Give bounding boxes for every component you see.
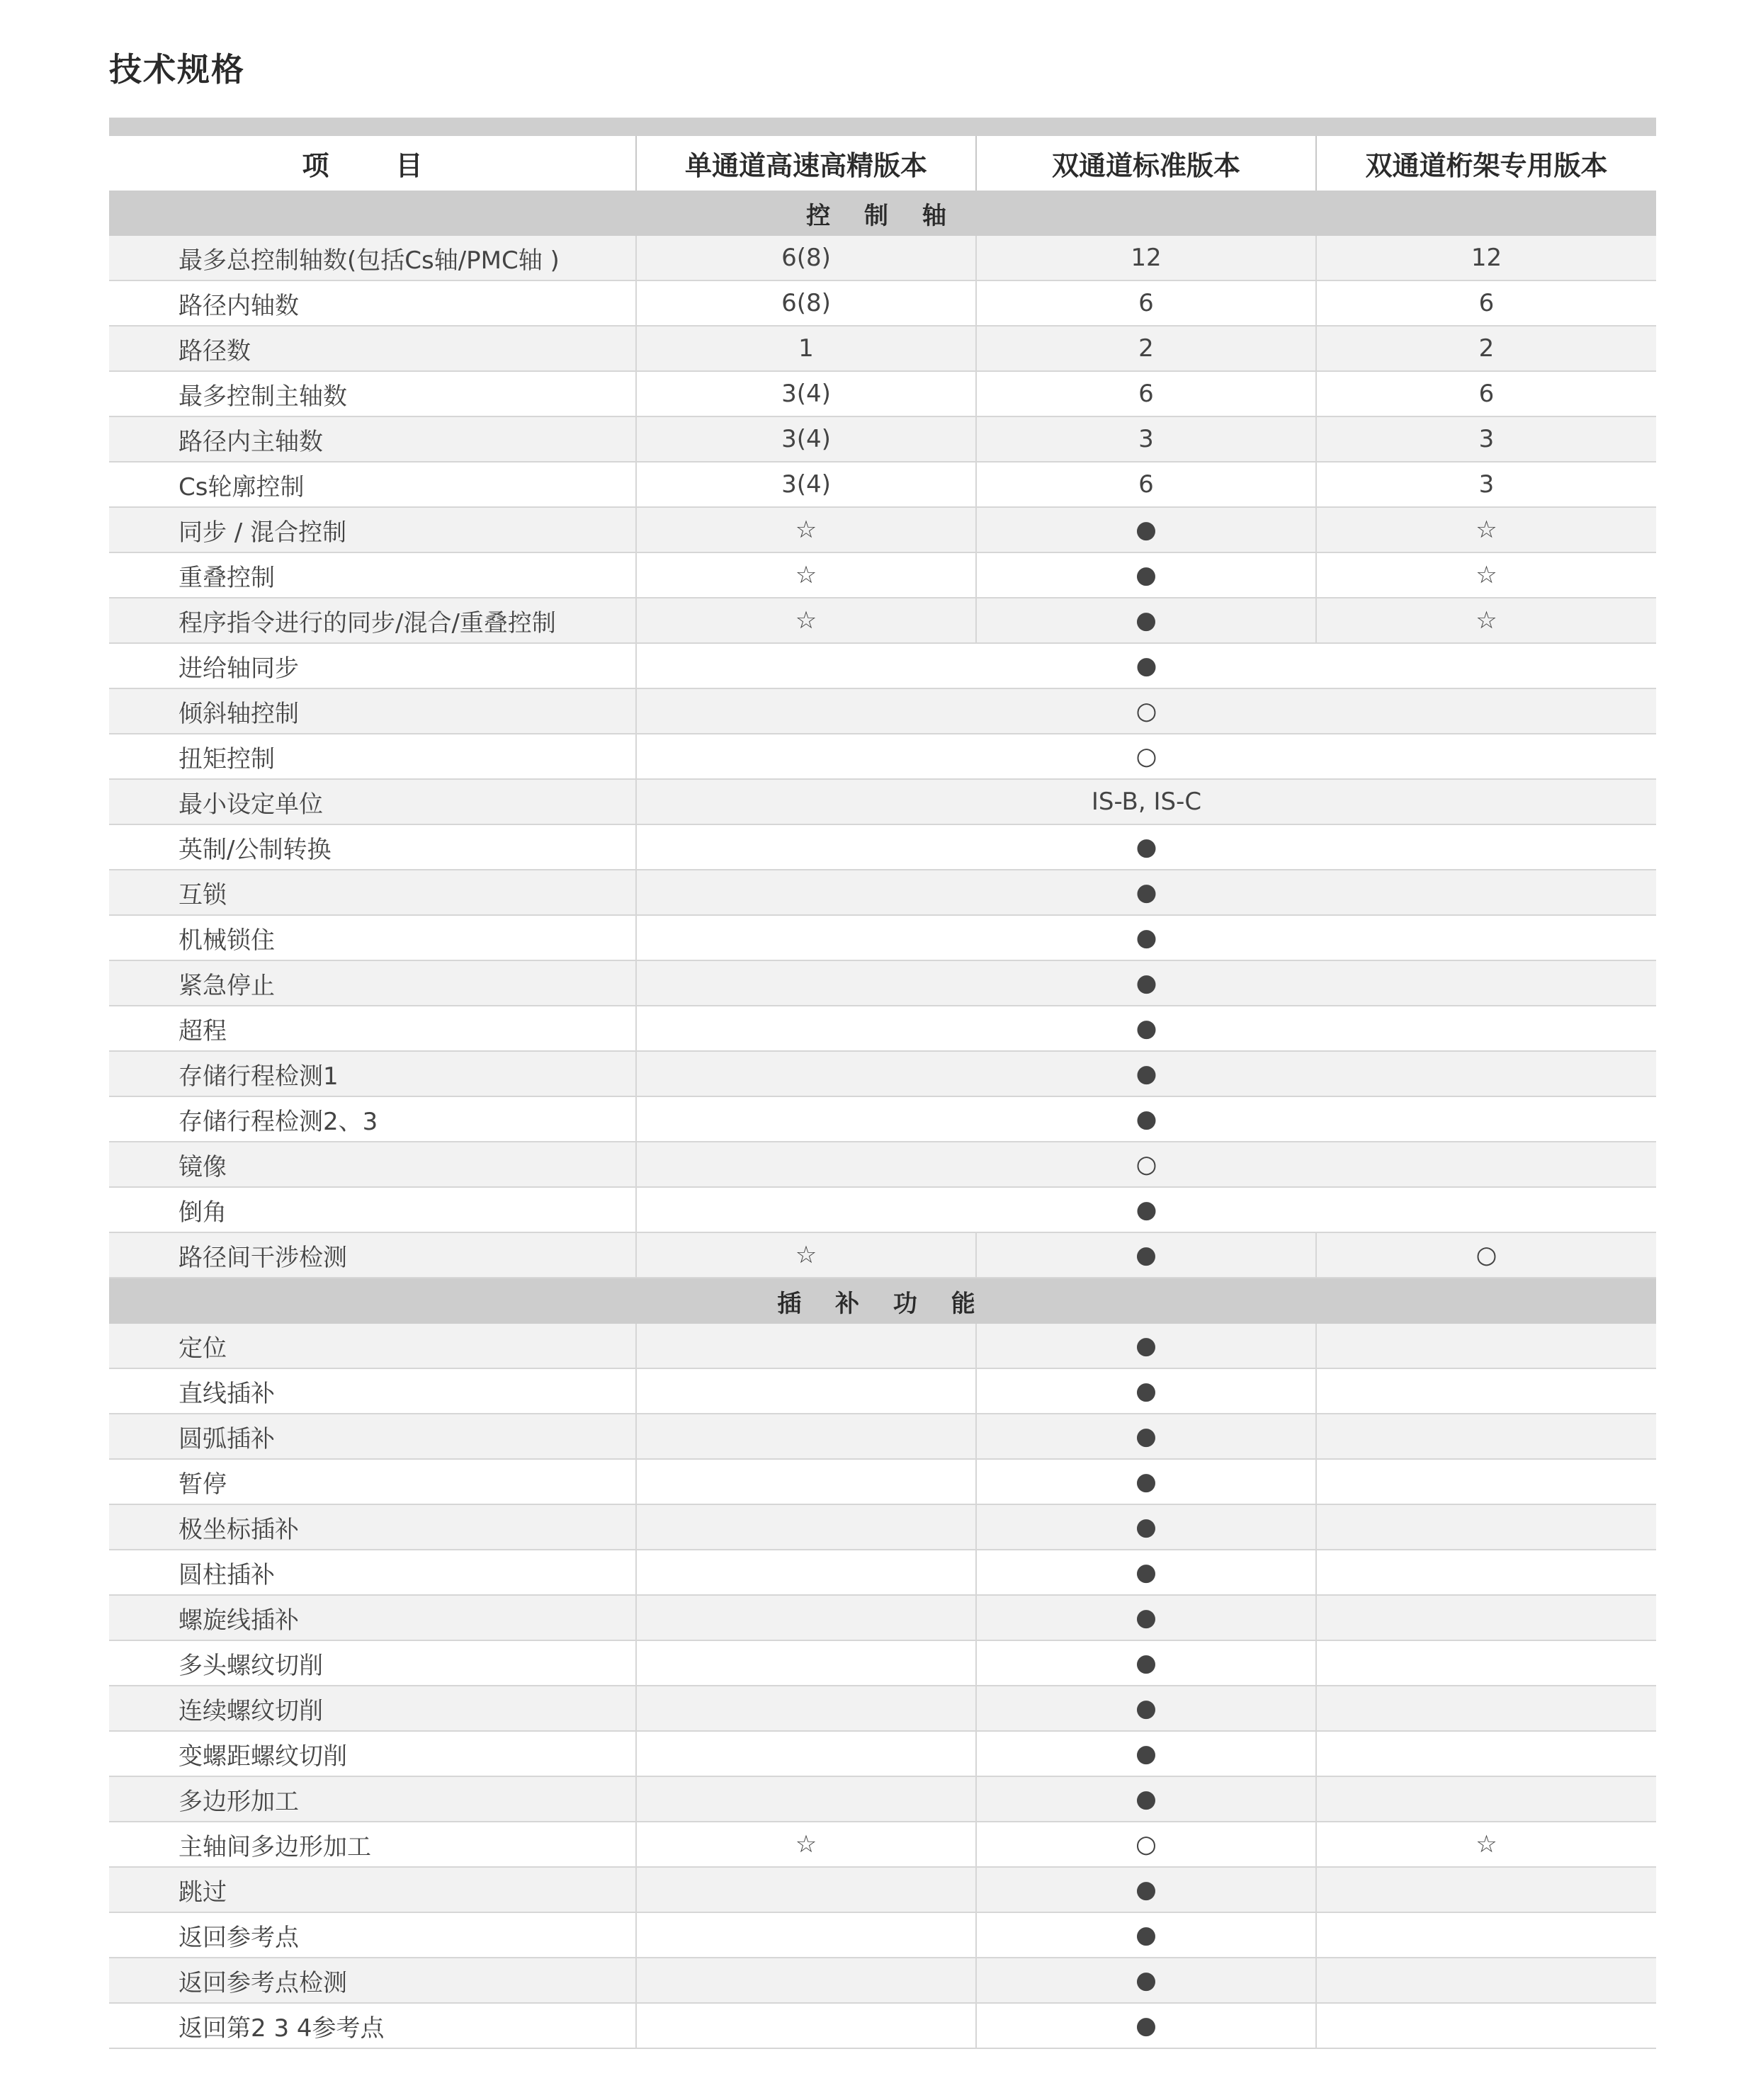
row-value-dual-gantry: 6 bbox=[1316, 371, 1656, 416]
row-label: Cs轮廓控制 bbox=[109, 462, 636, 507]
row-label: 最小设定单位 bbox=[109, 779, 636, 824]
row-value-dual-standard: ● bbox=[976, 1324, 1316, 1368]
row-value-dual-standard: ● bbox=[976, 1414, 1316, 1459]
row-label: 返回参考点检测 bbox=[109, 1958, 636, 2003]
row-label: 圆弧插补 bbox=[109, 1414, 636, 1459]
table-row bbox=[109, 824, 1656, 870]
row-label: 倾斜轴控制 bbox=[109, 688, 636, 734]
table-row bbox=[109, 1504, 1656, 1550]
row-value-dual-gantry bbox=[1316, 1368, 1656, 1414]
table-row bbox=[109, 1731, 1656, 1776]
row-label: 镜像 bbox=[109, 1142, 636, 1187]
row-label: 跳过 bbox=[109, 1867, 636, 1912]
row-label: 极坐标插补 bbox=[109, 1504, 636, 1550]
table-row bbox=[109, 598, 1656, 643]
row-value-dual-standard: ● bbox=[976, 1459, 1316, 1504]
row-value-dual-gantry: ☆ bbox=[1316, 552, 1656, 598]
row-value-dual-gantry: 6 bbox=[1316, 280, 1656, 326]
row-value-single-channel bbox=[636, 1867, 976, 1912]
row-value-dual-gantry bbox=[1316, 1867, 1656, 1912]
table-row bbox=[109, 416, 1656, 462]
row-label: 路径间干涉检测 bbox=[109, 1232, 636, 1278]
table-row bbox=[109, 960, 1656, 1006]
table-row bbox=[109, 1686, 1656, 1731]
row-value-single-channel bbox=[636, 1912, 976, 1958]
table-row bbox=[109, 280, 1656, 326]
row-label: 存储行程检测1 bbox=[109, 1051, 636, 1096]
row-value-dual-standard: 3 bbox=[976, 416, 1316, 462]
row-value-dual-standard: 6 bbox=[976, 280, 1316, 326]
row-value-single-channel: ☆ bbox=[636, 1232, 976, 1278]
row-value-dual-standard: ● bbox=[976, 1912, 1316, 1958]
row-value-dual-standard: ● bbox=[976, 552, 1316, 598]
row-label: 多头螺纹切削 bbox=[109, 1640, 636, 1686]
section-header bbox=[109, 191, 1656, 236]
row-value-dual-standard: ● bbox=[976, 507, 1316, 552]
row-value-all-versions: ● bbox=[636, 870, 1656, 915]
row-value-single-channel bbox=[636, 1686, 976, 1731]
row-value-dual-gantry bbox=[1316, 1504, 1656, 1550]
row-label: 超程 bbox=[109, 1006, 636, 1051]
table-row bbox=[109, 1414, 1656, 1459]
table-row bbox=[109, 2003, 1656, 2048]
row-label: 同步 / 混合控制 bbox=[109, 507, 636, 552]
row-value-dual-standard: ● bbox=[976, 1686, 1316, 1731]
row-label: 返回参考点 bbox=[109, 1912, 636, 1958]
row-value-dual-gantry bbox=[1316, 1324, 1656, 1368]
row-value-dual-standard: ● bbox=[976, 1958, 1316, 2003]
section-title: 控 制 轴 bbox=[109, 191, 1656, 236]
header-item: 项 目 bbox=[109, 136, 636, 191]
row-label: 圆柱插补 bbox=[109, 1550, 636, 1595]
table-row bbox=[109, 688, 1656, 734]
row-value-dual-standard: ● bbox=[976, 1550, 1316, 1595]
row-value-single-channel bbox=[636, 1504, 976, 1550]
row-value-dual-standard: ● bbox=[976, 1867, 1316, 1912]
row-value-all-versions: ● bbox=[636, 1006, 1656, 1051]
row-label: 扭矩控制 bbox=[109, 734, 636, 779]
row-value-all-versions: ● bbox=[636, 1051, 1656, 1096]
row-label: 英制/公制转换 bbox=[109, 824, 636, 870]
row-value-all-versions: ● bbox=[636, 1096, 1656, 1142]
row-value-single-channel: 1 bbox=[636, 326, 976, 371]
row-value-single-channel: 3(4) bbox=[636, 462, 976, 507]
table-row bbox=[109, 1142, 1656, 1187]
row-label: 返回第2 3 4参考点 bbox=[109, 2003, 636, 2048]
row-value-dual-gantry bbox=[1316, 2003, 1656, 2048]
row-value-dual-gantry bbox=[1316, 1731, 1656, 1776]
table-row bbox=[109, 1776, 1656, 1822]
row-value-dual-gantry: ○ bbox=[1316, 1232, 1656, 1278]
row-value-dual-standard: ● bbox=[976, 1731, 1316, 1776]
row-value-all-versions: ● bbox=[636, 960, 1656, 1006]
row-value-dual-gantry bbox=[1316, 1459, 1656, 1504]
row-label: 互锁 bbox=[109, 870, 636, 915]
row-label: 路径数 bbox=[109, 326, 636, 371]
table-row bbox=[109, 462, 1656, 507]
table-row bbox=[109, 779, 1656, 824]
row-label: 机械锁住 bbox=[109, 915, 636, 960]
table-row bbox=[109, 236, 1656, 280]
row-value-single-channel: ☆ bbox=[636, 598, 976, 643]
row-value-all-versions: ● bbox=[636, 915, 1656, 960]
row-value-all-versions: ○ bbox=[636, 734, 1656, 779]
row-value-all-versions: IS-B, IS-C bbox=[636, 779, 1656, 824]
table-row bbox=[109, 326, 1656, 371]
header-top-bar bbox=[109, 118, 1656, 136]
table-row bbox=[109, 507, 1656, 552]
row-value-dual-standard: ● bbox=[976, 1232, 1316, 1278]
row-value-dual-standard: ● bbox=[976, 1368, 1316, 1414]
row-label: 倒角 bbox=[109, 1187, 636, 1232]
row-value-all-versions: ● bbox=[636, 1187, 1656, 1232]
row-value-single-channel bbox=[636, 1459, 976, 1504]
row-label: 紧急停止 bbox=[109, 960, 636, 1006]
row-value-dual-standard: ● bbox=[976, 1776, 1316, 1822]
row-label: 进给轴同步 bbox=[109, 643, 636, 688]
table-row bbox=[109, 643, 1656, 688]
row-label: 重叠控制 bbox=[109, 552, 636, 598]
row-value-single-channel bbox=[636, 1324, 976, 1368]
row-value-single-channel: 6(8) bbox=[636, 280, 976, 326]
row-value-dual-gantry: ☆ bbox=[1316, 507, 1656, 552]
row-value-single-channel bbox=[636, 1731, 976, 1776]
row-label: 变螺距螺纹切削 bbox=[109, 1731, 636, 1776]
row-value-single-channel bbox=[636, 1776, 976, 1822]
row-value-dual-standard: ○ bbox=[976, 1822, 1316, 1867]
section-header bbox=[109, 1278, 1656, 1324]
row-value-single-channel bbox=[636, 1595, 976, 1640]
row-label: 连续螺纹切削 bbox=[109, 1686, 636, 1731]
row-value-single-channel: ☆ bbox=[636, 552, 976, 598]
row-label: 主轴间多边形加工 bbox=[109, 1822, 636, 1867]
row-value-dual-gantry bbox=[1316, 1640, 1656, 1686]
table-row bbox=[109, 1912, 1656, 1958]
table-row bbox=[109, 1324, 1656, 1368]
row-label: 程序指令进行的同步/混合/重叠控制 bbox=[109, 598, 636, 643]
row-label: 螺旋线插补 bbox=[109, 1595, 636, 1640]
row-value-dual-gantry: 3 bbox=[1316, 462, 1656, 507]
row-value-dual-gantry: ☆ bbox=[1316, 1822, 1656, 1867]
table-row bbox=[109, 1459, 1656, 1504]
table-row bbox=[109, 734, 1656, 779]
row-value-single-channel bbox=[636, 1368, 976, 1414]
header-single-channel-high-speed: 单通道高速高精版本 bbox=[636, 136, 976, 191]
row-value-dual-gantry bbox=[1316, 1414, 1656, 1459]
row-value-single-channel: 6(8) bbox=[636, 236, 976, 280]
table-row bbox=[109, 1051, 1656, 1096]
row-value-dual-gantry: ☆ bbox=[1316, 598, 1656, 643]
row-value-single-channel: ☆ bbox=[636, 507, 976, 552]
row-value-dual-gantry bbox=[1316, 1912, 1656, 1958]
table-row bbox=[109, 1006, 1656, 1051]
header-dual-channel-gantry: 双通道桁架专用版本 bbox=[1316, 136, 1656, 191]
section-title: 插 补 功 能 bbox=[109, 1278, 1656, 1324]
row-value-dual-gantry: 3 bbox=[1316, 416, 1656, 462]
row-value-all-versions: ● bbox=[636, 824, 1656, 870]
page-title: 技术规格 bbox=[109, 50, 245, 89]
table-row bbox=[109, 1958, 1656, 2003]
row-value-single-channel: 3(4) bbox=[636, 371, 976, 416]
row-value-dual-standard: ● bbox=[976, 1595, 1316, 1640]
row-value-dual-gantry bbox=[1316, 1958, 1656, 2003]
row-value-dual-gantry bbox=[1316, 1550, 1656, 1595]
row-value-dual-standard: ● bbox=[976, 1504, 1316, 1550]
table-row bbox=[109, 1096, 1656, 1142]
row-value-single-channel: ☆ bbox=[636, 1822, 976, 1867]
row-value-single-channel bbox=[636, 1550, 976, 1595]
row-value-dual-standard: 12 bbox=[976, 236, 1316, 280]
row-value-dual-gantry bbox=[1316, 1686, 1656, 1731]
table-row bbox=[109, 552, 1656, 598]
row-label: 最多总控制轴数(包括Cs轴/PMC轴 ) bbox=[109, 236, 636, 280]
row-value-single-channel: 3(4) bbox=[636, 416, 976, 462]
row-label: 路径内轴数 bbox=[109, 280, 636, 326]
table-row bbox=[109, 1187, 1656, 1232]
row-value-single-channel bbox=[636, 1414, 976, 1459]
row-value-dual-standard: ● bbox=[976, 598, 1316, 643]
row-value-single-channel bbox=[636, 2003, 976, 2048]
row-label: 直线插补 bbox=[109, 1368, 636, 1414]
table-row bbox=[109, 870, 1656, 915]
row-value-single-channel bbox=[636, 1640, 976, 1686]
header-dual-channel-standard: 双通道标准版本 bbox=[976, 136, 1316, 191]
row-label: 多边形加工 bbox=[109, 1776, 636, 1822]
table-row bbox=[109, 1822, 1656, 1867]
row-label: 暂停 bbox=[109, 1459, 636, 1504]
table-row bbox=[109, 1368, 1656, 1414]
row-value-dual-gantry bbox=[1316, 1776, 1656, 1822]
table-row bbox=[109, 1640, 1656, 1686]
row-value-dual-gantry: 12 bbox=[1316, 236, 1656, 280]
row-value-all-versions: ○ bbox=[636, 1142, 1656, 1187]
row-label: 定位 bbox=[109, 1324, 636, 1368]
row-value-dual-standard: 6 bbox=[976, 462, 1316, 507]
table-header-row bbox=[109, 136, 1656, 191]
table-row bbox=[109, 1232, 1656, 1278]
row-value-all-versions: ● bbox=[636, 643, 1656, 688]
table-row bbox=[109, 1867, 1656, 1912]
row-value-dual-gantry: 2 bbox=[1316, 326, 1656, 371]
row-value-dual-standard: ● bbox=[976, 2003, 1316, 2048]
row-value-dual-standard: ● bbox=[976, 1640, 1316, 1686]
row-label: 存储行程检测2、3 bbox=[109, 1096, 636, 1142]
table-row bbox=[109, 371, 1656, 416]
row-value-dual-gantry bbox=[1316, 1595, 1656, 1640]
table-row bbox=[109, 915, 1656, 960]
row-value-single-channel bbox=[636, 1958, 976, 2003]
row-value-dual-standard: 6 bbox=[976, 371, 1316, 416]
table-row bbox=[109, 1595, 1656, 1640]
spec-table bbox=[109, 136, 1656, 2049]
row-value-all-versions: ○ bbox=[636, 688, 1656, 734]
row-value-dual-standard: 2 bbox=[976, 326, 1316, 371]
row-label: 路径内主轴数 bbox=[109, 416, 636, 462]
row-label: 最多控制主轴数 bbox=[109, 371, 636, 416]
table-row bbox=[109, 1550, 1656, 1595]
